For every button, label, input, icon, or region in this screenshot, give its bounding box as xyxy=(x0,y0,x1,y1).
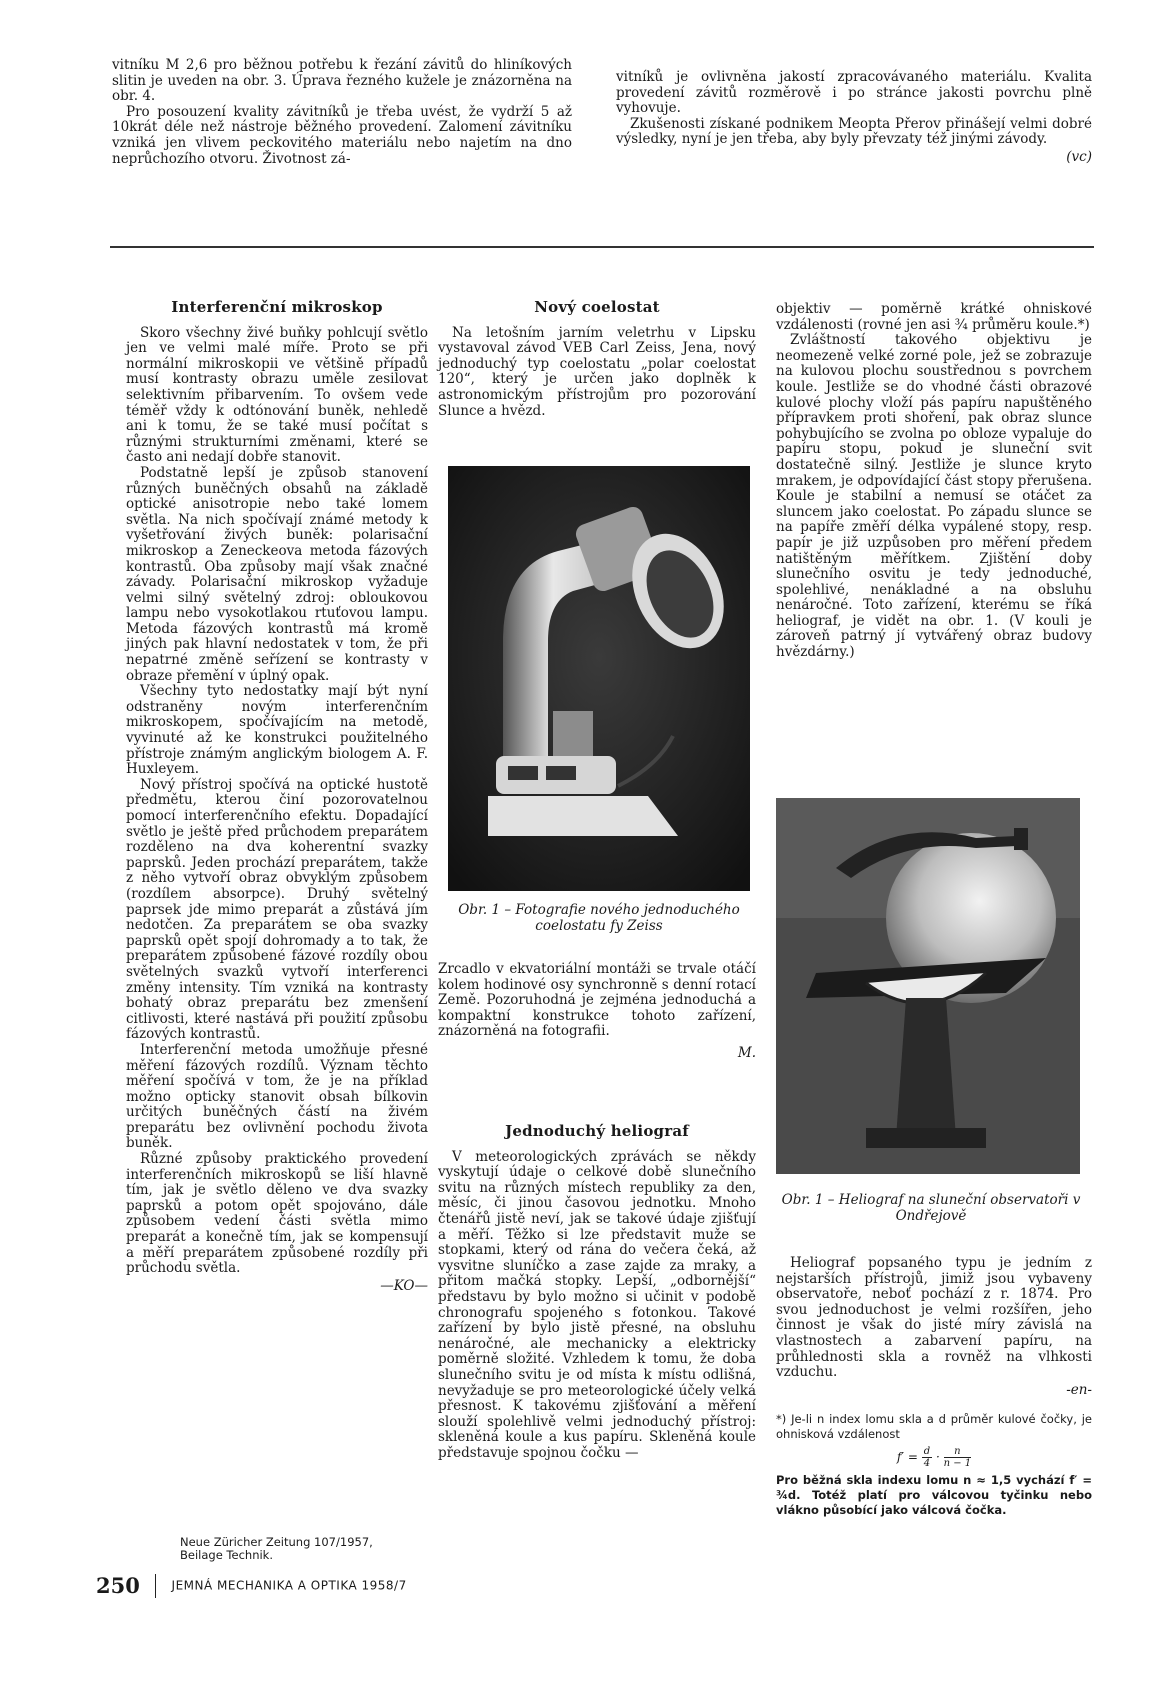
coelostat-photo xyxy=(448,466,750,891)
article-heliograph-end xyxy=(776,1256,1092,1398)
heliograph-photo xyxy=(776,798,1080,1174)
paragraph: Všechny tyto nedostatky mají být nyní odstraněny novým interferenčním mikroskopem, spočívajícím na metodě, vyvinuté až ke konstrukci použitelného přístroje známým anglickým biologem A. F. Huxleyem. xyxy=(126,683,428,778)
section-divider xyxy=(110,246,1094,248)
focal-length-formula: f′ = $\frac{d}{4}$ · $\frac{n}{n - 1}$ xyxy=(896,1446,972,1469)
formula-numerator: n xyxy=(944,1446,972,1458)
heliograph-caption: Obr. 1 – Heliograf na sluneční observatoři v Ondřejově xyxy=(781,1192,1081,1224)
paragraph: Heliograf popsaného typu je jedním z nejstarších přístrojů, jimiž jsou vybaveny observatoře, neboť pochází z r. 1874. Pro svou jednoduchost je velmi rozšířen, jeho činnost je však do jisté míry závislá na vlastnostech a zabarvení papíru, na průhlednosti skla a rovněž na vlhkosti vzduchu. xyxy=(776,1255,1092,1381)
formula-fraction xyxy=(922,1446,932,1469)
footnote-text: *) Je-li n index lomu skla a d průměr kulové čočky, je ohnisková vzdálenost xyxy=(776,1412,1092,1441)
top-left-column xyxy=(112,58,572,167)
heliograph-image xyxy=(776,798,1080,1174)
coelostat-caption: Obr. 1 – Fotografie nového jednoduchého coelostatu fy Zeiss xyxy=(458,902,740,934)
paragraph: Nový přístroj spočívá na optické hustotě předmětu, kterou činí pozorovatelnou pomocí interferenčního efektu. Dopadající světlo je ještě před průchodem preparátem rozděleno na dva koherentní svazky paprsků. Jeden prochází preparátem, takže z něho vytvoří obraz obvyklým způsobem (rozdílem absorpce). Druhý světelný paprsek jde mimo preparát a zůstává jím nedotčen. Za preparátem se oba svazky paprsků opět spojí dohromady a to tak, že preparátem způsobené fázové rozdíly obou světelných svazků vytvoří interferenci změny intensity. Tím vzniká na kontrasty bohatý obraz preparátu bez zmenšení citlivosti, které nastává při použití způsobu fázových kontrastů. xyxy=(126,776,428,1043)
article-coelostat-cont xyxy=(438,962,756,1062)
paragraph: Interferenční metoda umožňuje přesné měření fázových rozdílů. Význam těchto měření spočívá v tom, že je na příklad možno opticky stanovit obsah bílkovin určitých buněčných částí na živém preparátu bez ovlivnění pochodu života buněk. xyxy=(126,1041,428,1152)
coelostat-image xyxy=(448,466,750,891)
article-signature: -en- xyxy=(1066,1381,1092,1398)
top-left-paragraph: vitníku M 2,6 pro běžnou potřebu k řezání závitů do hliníkových slitin je uveden na obr. 3. Úprava řezného kužele je znázorněna na obr. 4. xyxy=(112,57,572,105)
article-title-interference-microscope: Interferenční mikroskop xyxy=(171,298,383,316)
source-line: Neue Züricher Zeitung 107/1957, xyxy=(180,1535,373,1549)
top-right-column xyxy=(616,70,1092,166)
formula-denominator: 4 xyxy=(923,1458,931,1469)
footer-divider xyxy=(155,1574,157,1598)
article-heliograph xyxy=(438,1124,756,1461)
paragraph: Různé způsoby praktického provedení interferenčních mikroskopů se liší hlavně tím, jak je světlo děleno ve dva svazky paprsků a potom opět spojováno, dále způsobem vedení části světla mimo preparát a konečně tím, jak se kompensují a měří preparátem způsobené rozdíly při průchodu světla. xyxy=(126,1151,428,1277)
article-title-coelostat: Nový coelostat xyxy=(534,298,660,316)
formula-denominator: n − 1 xyxy=(943,1458,972,1469)
article-signature: M. xyxy=(737,1044,756,1061)
paragraph: Na letošním jarním veletrhu v Lipsku vystavoval závod VEB Carl Zeiss, Jena, nový jednoduchý typ coelostatu „polar coelostat 120“, který je určen jako doplněk k astronomickým přístrojům pro pozorování Slunce a hvězd. xyxy=(438,324,756,419)
source-line: Beilage Technik. xyxy=(180,1548,273,1562)
article-title-heliograph: Jednoduchý heliograf xyxy=(505,1122,689,1140)
footnote-block xyxy=(776,1412,1092,1518)
paragraph: V meteorologických zprávách se někdy vyskytují údaje o celkové době slunečního svitu na různých místech republiky za den, měsíc, či jinou časovou jednotku. Mnoho čtenářů jistě neví, jak se takové údaje zjišťují a měří. Těžko si lze představit muže se stopkami, který od rána do večera čeká, až vysvitne sluníčko a zase zajde za mraky, a přitom mačká stopky. Lepší, „odbornější“ představu by bylo možno si učinit v podobě chronografu spojeného s fotonkou. Takové zařízení by bylo jistě přesné, na obsluhu nenáročné, ale mechanicky a elektricky poměrně složité. Vzhledem k tomu, že doba slunečního svitu je od místa k místu odlišná, nevyžaduje se pro meteorologické účely velká přesnost. K takovému zjišťování a měření slouží spolehlivě velmi jednoduchý přístroj: skleněná koule a kus papíru. Skleněná koule představuje spojnou čočku — xyxy=(438,1148,756,1461)
paragraph: objektiv — poměrně krátké ohniskové vzdálenosti (rovné jen asi ¾ průměru koule.*) xyxy=(776,301,1092,333)
paragraph: Zvláštností takového objektivu je neomezeně velké zorné pole, jež se zobrazuje na kulovou plochu soustřednou s povrchem koule. Jestliže se do vhodné části obrazové kulové plochy vloží pás papíru napuštěného přípravkem proti shoření, pak obraz slunce pohybujícího se zvolna po obloze vypaluje do papíru stopu, pokud je sluneční svit dostatečně silný. Jestliže je slunce kryto mrakem, je odpovídající část stopy přerušena. Koule je stabilní a nemusí se otáčet za sluncem jako coelostat. Po západu slunce se na papíře změří délka vypálené stopy, resp. papír je již uzpůsoben pro měření předem natištěným měřítkem. Zjištění doby slunečního osvitu je tedy jednoduché, spolehlivé, nenákladné a na obsluhu nenáročné. Toto zařízení, kterému se říká heliograf, je vidět na obr. 1. (V kouli je zároveň patrný jí vytvářený obraz budovy hvězdárny.) xyxy=(776,332,1092,661)
formula-lhs: f′ = xyxy=(896,1450,918,1464)
article-signature: —KO— xyxy=(380,1277,428,1294)
top-right-paragraph-2: Zkušenosti získané podnikem Meopta Přerov přinášejí velmi dobré výsledky, nyní je jen třeba, aby byly převzaty též jinými závody. xyxy=(616,115,1092,148)
article-interference-microscope xyxy=(126,300,428,1294)
page-number: 250 xyxy=(96,1573,140,1598)
article-heliograph-cont xyxy=(776,302,1092,661)
top-right-paragraph: vitníků je ovlivněna jakostí zpracovávaného materiálu. Kvalita provedení závitů rozměrově i po stránce jakosti povrchu plně vyhovuje. xyxy=(616,69,1092,117)
article-coelostat xyxy=(438,300,756,419)
top-left-paragraph-2: Pro posouzení kvality závitníků je třeba uvést, že vydrží 5 až 10krát déle než nástroje běžného provedení. Zalomení závitníku vzniká jen vlivem peckovitého materiálu nebo najetím na dno neprůchozího otvoru. Životnost zá- xyxy=(112,103,572,167)
page-footer xyxy=(96,1573,696,1599)
paragraph: Skoro všechny živé buňky pohlcují světlo jen ve velmi malé míře. Proto se při normální mikroskopii ve většině případů musí kontrasty obrazu uměle zesilovat selektivním přibarvením. To ovšem vede téměř vždy k odtónování buněk, nehledě ani k tomu, že se také musí počítat s různými strukturními změnami, které se často ani nedají dobře stanovit. xyxy=(126,324,428,466)
formula-numerator: d xyxy=(923,1446,931,1457)
formula-fraction xyxy=(944,1446,972,1469)
top-signature: (vc) xyxy=(1066,148,1092,165)
journal-name: JEMNÁ MECHANIKA A OPTIKA 1958/7 xyxy=(171,1578,407,1593)
paragraph: Zrcadlo v ekvatoriální montáži se trvale otáčí kolem hodinové osy synchronně s denní rotací Země. Pozoruhodná je zejména jednoduchá a kompaktní konstrukce tohoto zařízení, znázorněná na fotografii. xyxy=(438,961,756,1040)
paragraph: Podstatně lepší je způsob stanovení různých buněčných obsahů na základě optické anisotropie nebo také lomem světla. Na nich spočívají známé metody k vyšetřování živých buněk: polarisační mikroskop a Zeneckeova metoda fázových kontrastů. Oba způsoby mají však značné závady. Polarisační mikroskop vyžaduje velmi silný světelný zdroj: obloukovou lampu nebo vysokotlakou rtuťovou lampu. Metoda fázových kontrastů má kromě jiných pak hlavní nedostatek v tom, že při nepatrné změně seřízení se kontrasty v obraze přemění v úplný opak. xyxy=(126,464,428,684)
footnote-text: Pro běžná skla indexu lomu n ≈ 1,5 vychází f′ = ¾d. Totéž platí pro válcovou tyčinku nebo vlákno působící jako válcová čočka. xyxy=(776,1473,1092,1517)
source-citation xyxy=(180,1536,430,1562)
